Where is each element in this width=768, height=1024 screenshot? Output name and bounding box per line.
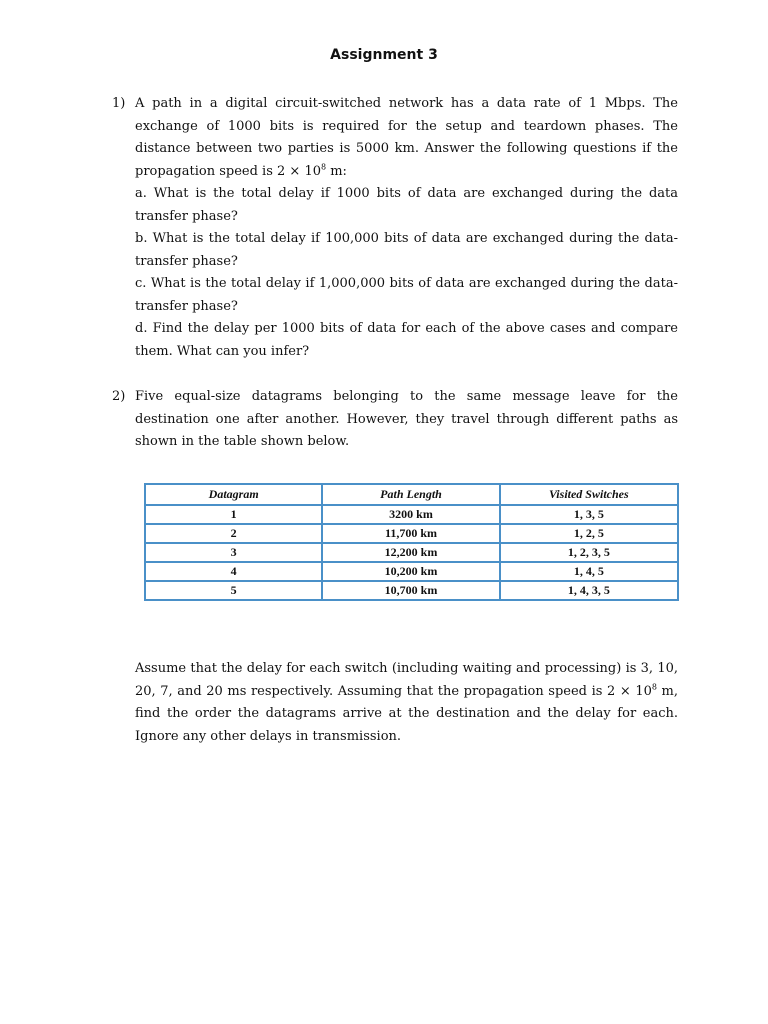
page-title: Assignment 3 — [330, 47, 438, 63]
cell-visited-switches: 1, 2, 3, 5 — [500, 543, 678, 562]
cell-visited-switches: 1, 4, 5 — [500, 562, 678, 581]
question-2-assumption: Assume that the delay for each switch (including waiting and processing) is 3, 10, 20, 7, and 20 ms respectively. Assuming that the propagation speed is $2 \times 10^8$ m, find the order the datagrams arrive at the destination and the delay for each. Ignore any other delays in transmission. — [135, 661, 678, 744]
cell-path-length: 12,200 km — [322, 543, 499, 562]
question-2-text: Five equal-size datagrams belonging to the same message leave for the destination one after another. However, they travel through different paths as shown in the table shown below. — [135, 389, 678, 449]
table-row — [145, 543, 678, 562]
table-row — [145, 581, 678, 600]
table-row — [145, 505, 678, 524]
question-1-intro: A path in a digital circuit-switched network has a data rate of 1 Mbps. The exchange of 1000 bits is required for the setup and teardown phases. The distance between two parties is 5000 km. Answer the following questions if the propagation speed is $2 \times 10^8$ m: — [135, 96, 678, 179]
header-datagram: Datagram — [145, 484, 322, 505]
cell-datagram: 4 — [145, 562, 322, 581]
question-1c: c. What is the total delay if 1,000,000 bits of data are exchanged during the data-transfer phase? — [135, 276, 678, 314]
cell-datagram: 3 — [145, 543, 322, 562]
question-1b: b. What is the total delay if 100,000 bits of data are exchanged during the data-transfer phase? — [135, 231, 678, 269]
question-1a: a. What is the total delay if 1000 bits of data are exchanged during the data transfer phase? — [135, 186, 678, 224]
question-1 — [112, 93, 678, 363]
header-visited-switches: Visited Switches — [500, 484, 678, 505]
table-row — [145, 524, 678, 543]
cell-path-length: 10,200 km — [322, 562, 499, 581]
cell-datagram: 2 — [145, 524, 322, 543]
cell-visited-switches: 1, 4, 3, 5 — [500, 581, 678, 600]
header-path-length: Path Length — [322, 484, 499, 505]
cell-datagram: 1 — [145, 505, 322, 524]
question-2 — [112, 386, 678, 454]
question-2-number: 2) — [112, 389, 126, 404]
cell-visited-switches: 1, 3, 5 — [500, 505, 678, 524]
question-1d: d. Find the delay per 1000 bits of data for each of the above cases and compare them. What can you infer? — [135, 321, 678, 359]
cell-datagram: 5 — [145, 581, 322, 600]
cell-path-length: 11,700 km — [322, 524, 499, 543]
datagram-table — [144, 483, 679, 601]
cell-path-length: 3200 km — [322, 505, 499, 524]
cell-path-length: 10,700 km — [322, 581, 499, 600]
question-1-number: 1) — [112, 96, 126, 111]
cell-visited-switches: 1, 2, 5 — [500, 524, 678, 543]
table-header-row — [145, 484, 678, 505]
table-row — [145, 562, 678, 581]
